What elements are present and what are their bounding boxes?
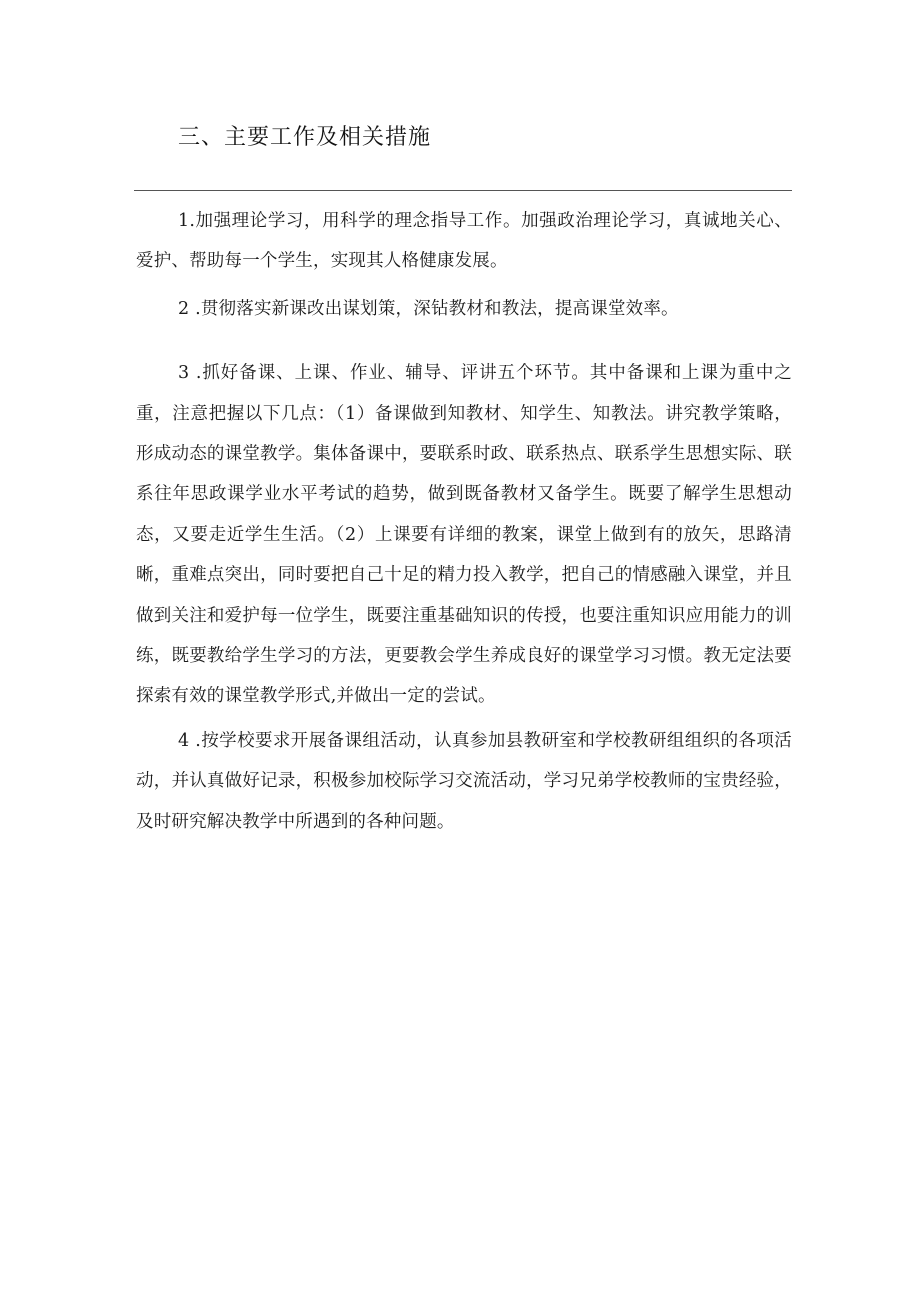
paragraph-4: 4 .按学校要求开展备课组活动，认真参加县教研室和学校教研组组织的各项活动，并认真做好记录，积极参加校际学习交流活动，学习兄弟学校教师的宝贵经验，及时研究解决教学中所遇到的各种问题。 (136, 730, 792, 832)
paragraph-1: 1.加强理论学习，用科学的理念指导工作。加强政治理论学习，真诚地关心、爱护、帮助每一个学生，实现其人格健康发展。 (136, 211, 792, 272)
paragraph-3: 3 .抓好备课、上课、作业、辅导、评讲五个环节。其中备课和上课为重中之重，注意把握以下几点：（1）备课做到知教材、知学生、知教法。讲究教学策略，形成动态的课堂教学。集体备课中，要联系时政、联系热点、联系学生思想实际、联系往年思政课学业水平考试的趋势，做到既备教材又备学生。既要了解学生思想动态，又要走近学生生活。（2）上课要有详细的教案，课堂上做到有的放矢，思路清晰，重难点突出，同时要把自己十足的精力投入教学，把自己的情感融入课堂，并且做到关注和爱护每一位学生，既要注重基础知识的传授，也要注重知识应用能力的训练，既要教给学生学习的方法，更要教会学生养成良好的课堂学习习惯。教无定法要探索有效的课堂教学形式,并做出一定的尝试。 (136, 363, 792, 707)
document-body (136, 201, 792, 842)
horizontal-rule (134, 190, 792, 191)
paragraph-2: 2 .贯彻落实新课改出谋划策，深钻教材和教法，提高课堂效率。 (178, 298, 679, 319)
section-heading: 三、主要工作及相关措施 (178, 125, 432, 150)
